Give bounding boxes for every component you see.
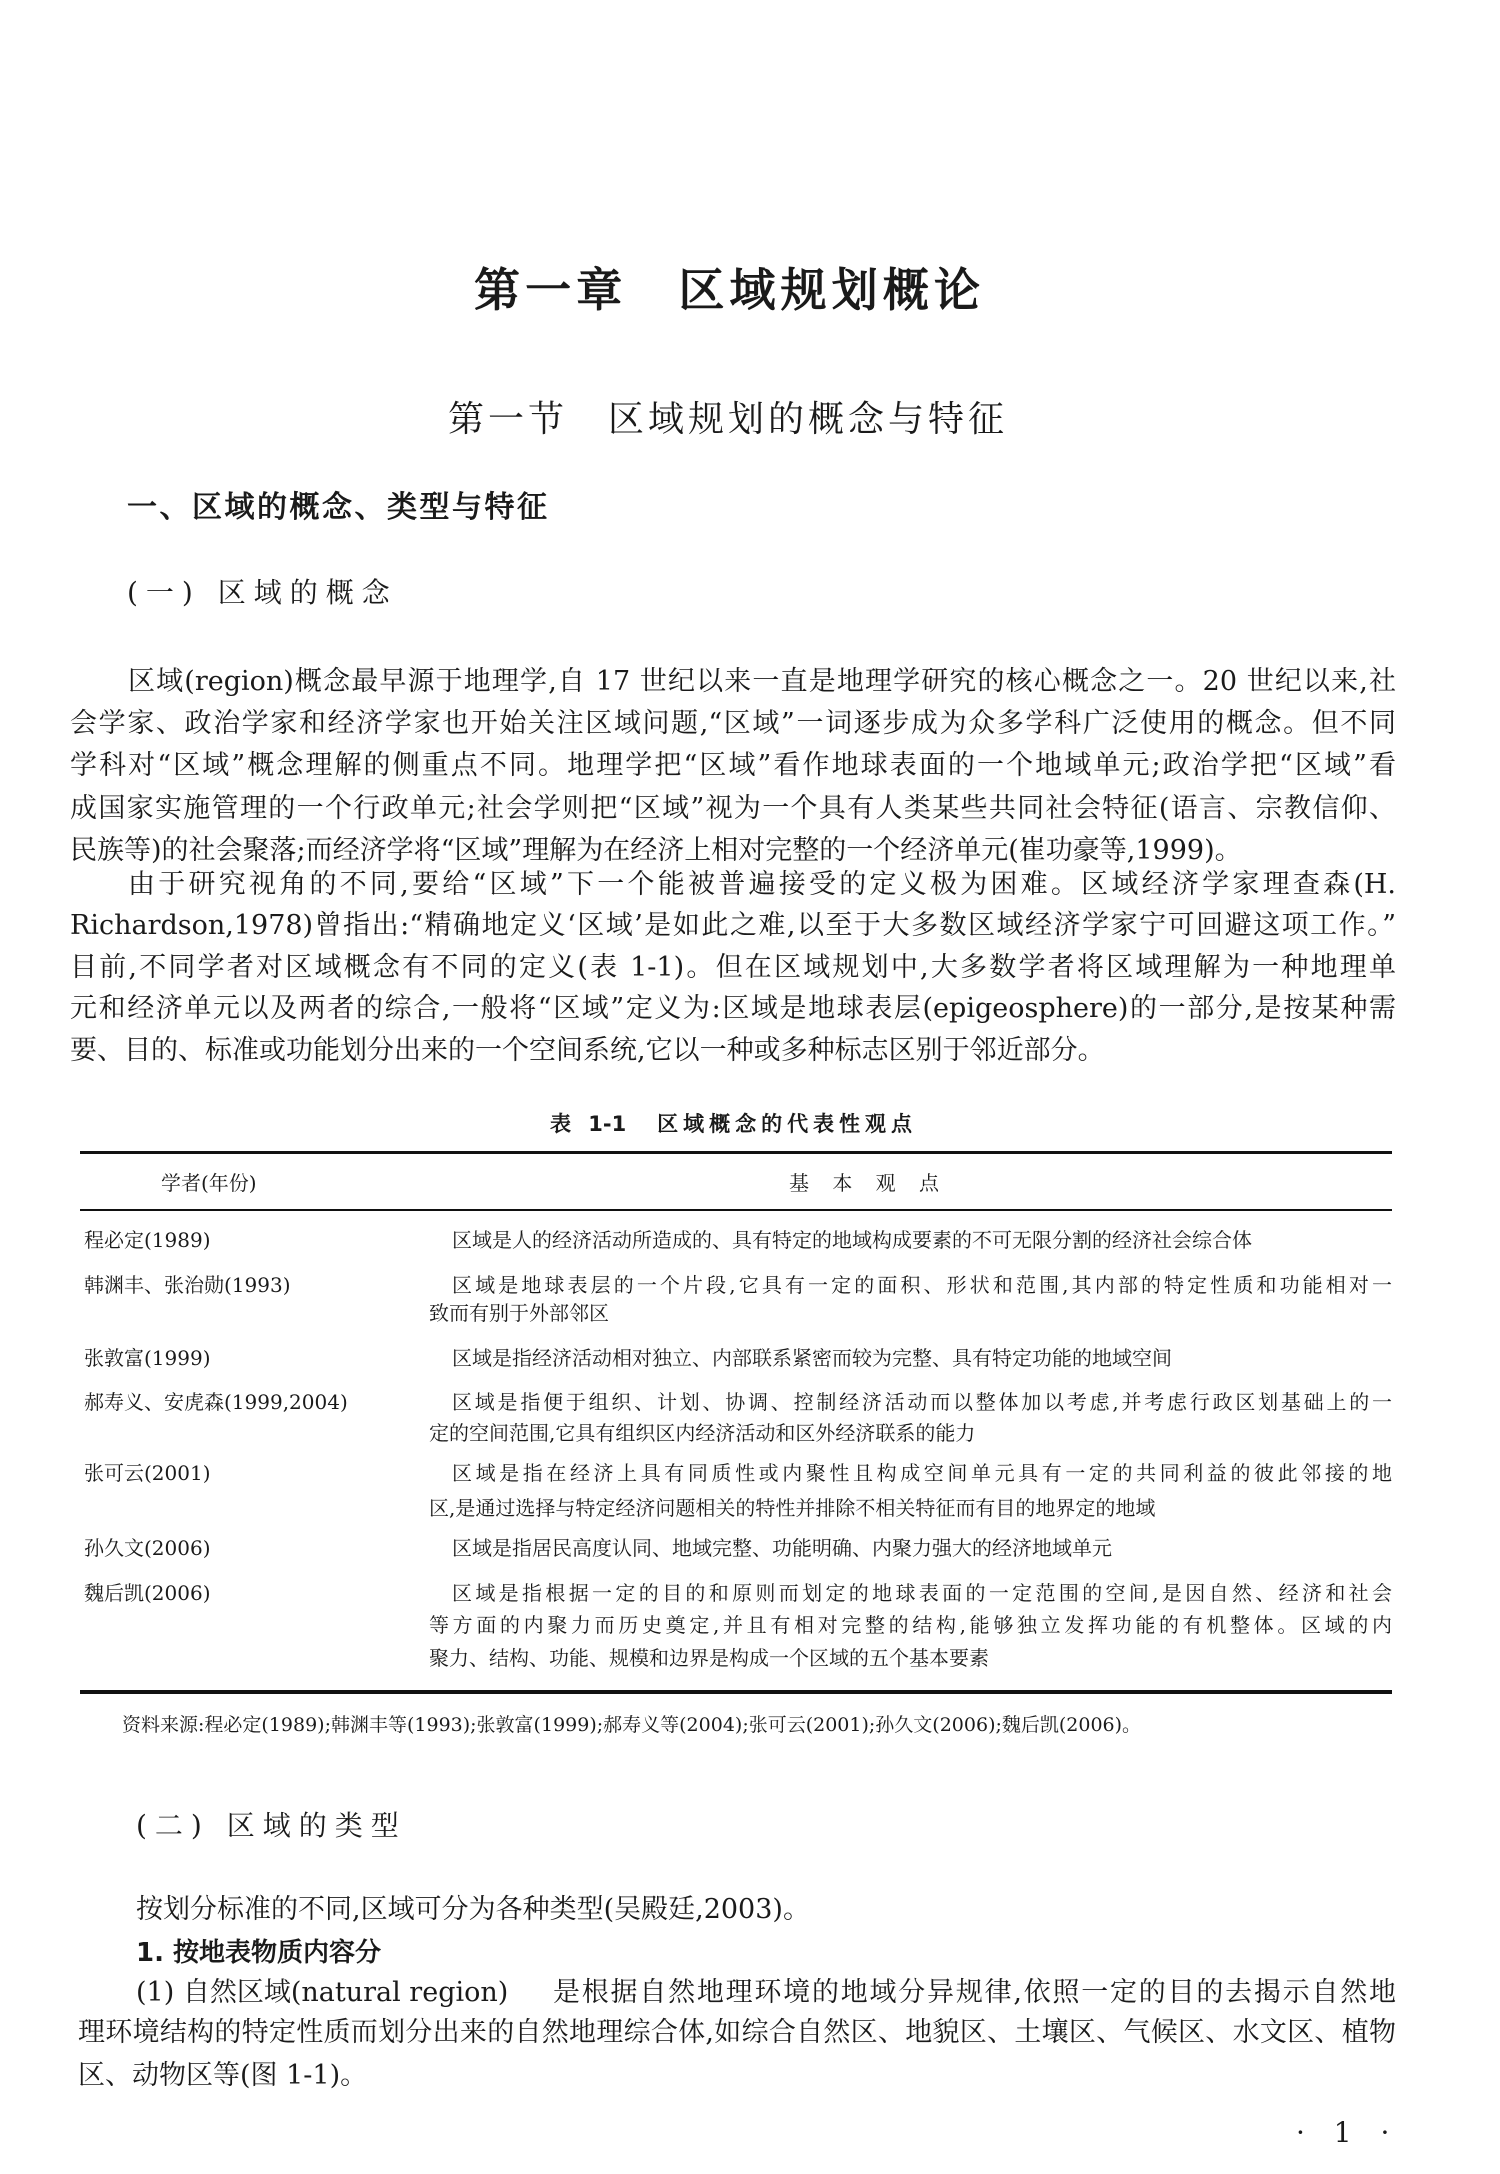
table-top-rule xyxy=(80,1151,1392,1154)
chapter-title: 第一章 区域规划概论 xyxy=(474,263,980,317)
table-cell-scholar: 郝寿义、安虎森(1999,2004) xyxy=(84,1390,348,1414)
numbered-item-heading: 1. 按地表物质内容分 xyxy=(136,1938,382,1968)
table-caption: 表 1-1 区域概念的代表性观点 xyxy=(550,1112,912,1136)
table-cell-viewpoint: 区域是指便于组织、计划、协调、控制经济活动而以整体加以考虑,并考虑行政区划基础上的一 xyxy=(452,1390,1392,1414)
table-cell-viewpoint: 等方面的内聚力而历史奠定,并且有相对完整的结构,能够独立发挥功能的有机整体。区域的内 xyxy=(429,1613,1392,1637)
table-cell-viewpoint: 定的空间范围,它具有组织区内经济活动和区外经济联系的能力 xyxy=(429,1421,976,1445)
para1-line: 民族等)的社会聚落;而经济学将“区域”理解为在经济上相对完整的一个经济单元(崔功豪等,1999)。 xyxy=(70,835,1242,866)
table-cell-scholar: 张敦富(1999) xyxy=(84,1346,211,1370)
table-cell-scholar: 张可云(2001) xyxy=(84,1461,211,1485)
table-cell-viewpoint: 区域是指在经济上具有同质性或内聚性且构成空间单元具有一定的共同利益的彼此邻接的地 xyxy=(452,1461,1392,1485)
para4-line: 区、动物区等(图 1-1)。 xyxy=(78,2060,368,2091)
table-cell-viewpoint: 区域是指居民高度认同、地域完整、功能明确、内聚力强大的经济地域单元 xyxy=(452,1536,1112,1560)
para2-line: Richardson,1978)曾指出:“精确地定义‘区域’是如此之难,以至于大多数区域经济学家宁可回避这项工作。” xyxy=(70,910,1396,941)
table-cell-viewpoint: 致而有别于外部邻区 xyxy=(429,1301,609,1325)
table-header-viewpoint: 基 本 观 点 xyxy=(789,1171,939,1195)
para4-line: 理环境结构的特定性质而划分出来的自然地理综合体,如综合自然区、地貌区、土壤区、气候区、水文区、植物 xyxy=(78,2017,1396,2048)
table-cell-viewpoint: 聚力、结构、功能、规模和边界是构成一个区域的五个基本要素 xyxy=(429,1646,989,1670)
term-natural-region: (1) 自然区域(natural region) xyxy=(136,1977,509,2008)
page-number: · 1 · xyxy=(1296,2116,1400,2149)
para2-line: 要、目的、标准或功能划分出来的一个空间系统,它以一种或多种标志区别于邻近部分。 xyxy=(70,1035,1105,1066)
para2-line: 由于研究视角的不同,要给“区域”下一个能被普遍接受的定义极为困难。区域经济学家理查森(H. xyxy=(128,869,1396,900)
table-cell-viewpoint: 区域是指根据一定的目的和原则而划定的地球表面的一定范围的空间,是因自然、经济和社会 xyxy=(452,1581,1392,1605)
para1-line: 区域(region)概念最早源于地理学,自 17 世纪以来一直是地理学研究的核心概念之一。20 世纪以来,社 xyxy=(128,666,1396,697)
table-cell-scholar: 韩渊丰、张治勋(1993) xyxy=(84,1273,291,1297)
para2-line: 元和经济单元以及两者的综合,一般将“区域”定义为:区域是地球表层(epigeosphere)的一部分,是按某种需 xyxy=(70,993,1396,1024)
para1-line: 会学家、政治学家和经济学家也开始关注区域问题,“区域”一词逐步成为众多学科广泛使用的概念。但不同 xyxy=(70,708,1396,739)
para3-text: 按划分标准的不同,区域可分为各种类型(吴殿廷,2003)。 xyxy=(136,1894,810,1925)
table-cell-viewpoint: 区域是人的经济活动所造成的、具有特定的地域构成要素的不可无限分割的经济社会综合体 xyxy=(452,1228,1252,1252)
table-source-note: 资料来源:程必定(1989);韩渊丰等(1993);张敦富(1999);郝寿义等(2004);张可云(2001);孙久文(2006);魏后凯(2006)。 xyxy=(122,1714,1142,1736)
heading-level-1: 一、区域的概念、类型与特征 xyxy=(127,490,547,525)
para4-line: 是根据自然地理环境的地域分异规律,依照一定的目的去揭示自然地 xyxy=(553,1977,1396,2008)
subheading-types: (二) 区域的类型 xyxy=(136,1809,407,1842)
para1-line: 成国家实施管理的一个行政单元;社会学则把“区域”视为一个具有人类某些共同社会特征(语言、宗教信仰、 xyxy=(70,793,1396,824)
para2-line: 目前,不同学者对区域概念有不同的定义(表 1-1)。但在区域规划中,大多数学者将区域理解为一种地理单 xyxy=(70,952,1396,983)
table-cell-scholar: 孙久文(2006) xyxy=(84,1536,211,1560)
table-header-scholar: 学者(年份) xyxy=(161,1171,257,1195)
table-cell-scholar: 程必定(1989) xyxy=(84,1228,211,1252)
table-cell-scholar: 魏后凯(2006) xyxy=(84,1581,211,1605)
table-header-rule xyxy=(80,1209,1392,1211)
para1-line: 学科对“区域”概念理解的侧重点不同。地理学把“区域”看作地球表面的一个地域单元;政治学把“区域”看 xyxy=(70,750,1396,781)
table-cell-viewpoint: 区,是通过选择与特定经济问题相关的特性并排除不相关特征而有目的地界定的地域 xyxy=(429,1496,1156,1520)
table-cell-viewpoint: 区域是地球表层的一个片段,它具有一定的面积、形状和范围,其内部的特定性质和功能相对一 xyxy=(452,1273,1392,1297)
table-cell-viewpoint: 区域是指经济活动相对独立、内部联系紧密而较为完整、具有特定功能的地域空间 xyxy=(452,1346,1172,1370)
section-title: 第一节 区域规划的概念与特征 xyxy=(448,399,1004,440)
table-bottom-rule xyxy=(80,1690,1392,1694)
subheading-concept: (一) 区域的概念 xyxy=(127,576,398,609)
